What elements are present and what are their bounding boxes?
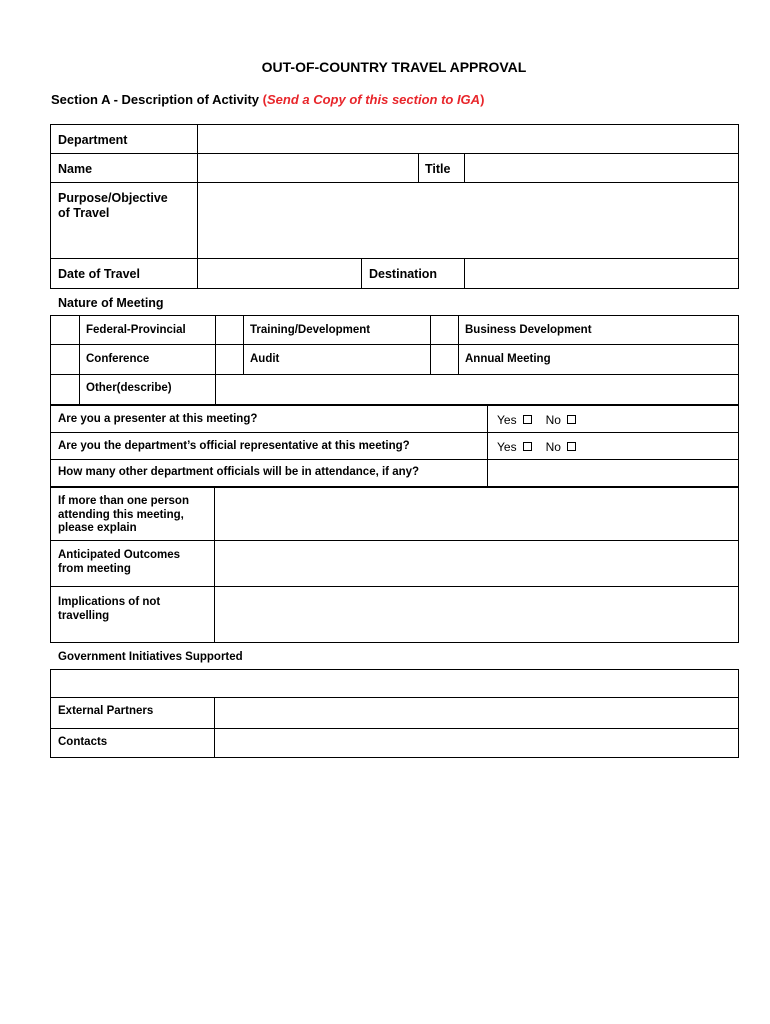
section-a-note-text: Send a Copy of this section to IGA [266, 92, 481, 107]
presenter-no-checkbox[interactable] [567, 415, 576, 424]
divider [50, 459, 739, 460]
option-conference: Conference [86, 353, 150, 365]
nature-heading: Nature of Meeting [58, 296, 164, 310]
divider [215, 315, 216, 405]
more-than-one-line3: please explain [58, 522, 137, 534]
checkbox-other[interactable] [51, 376, 78, 404]
department-label: Department [58, 133, 128, 147]
divider [464, 258, 465, 289]
presenter-yes-no [497, 413, 586, 427]
date-of-travel-label: Date of Travel [58, 267, 140, 281]
section-a-label: Section A - Description of Activity [51, 92, 263, 107]
checkbox-conference[interactable] [51, 346, 78, 373]
note-close-paren: ) [480, 92, 485, 107]
divider [50, 540, 739, 541]
contacts-label: Contacts [58, 736, 108, 748]
purpose-label-line2: of Travel [58, 206, 110, 220]
checkbox-federal-provincial[interactable] [51, 317, 78, 343]
implications-label [58, 596, 160, 623]
more-than-one-line1: If more than one person [58, 495, 189, 507]
note-open-paren: ( [262, 92, 267, 107]
divider [50, 344, 739, 345]
option-business-development: Business Development [465, 324, 592, 336]
divider [50, 182, 739, 183]
divider [214, 697, 215, 758]
representative-no-checkbox[interactable] [567, 442, 576, 451]
outcomes-line2: from meeting [58, 562, 131, 575]
more-than-one-label [58, 495, 189, 536]
presenter-no-label: No [545, 413, 561, 427]
question-presenter: Are you a presenter at this meeting? [58, 413, 258, 425]
initiatives-heading: Government Initiatives Supported [58, 651, 243, 663]
date-of-travel-field[interactable] [199, 260, 360, 288]
divider [197, 124, 198, 289]
checkbox-annual-meeting[interactable] [432, 346, 457, 373]
divider [464, 153, 465, 183]
checkbox-business-development[interactable] [432, 317, 457, 343]
form-title: OUT-OF-COUNTRY TRAVEL APPROVAL [261, 59, 527, 75]
section-a-heading [51, 92, 484, 107]
question-representative: Are you the department’s official representative at this meeting? [58, 440, 410, 452]
divider [50, 432, 739, 433]
divider [361, 258, 362, 289]
divider [430, 315, 431, 375]
representative-yes-no [497, 440, 586, 454]
divider [50, 697, 739, 698]
destination-field[interactable] [466, 260, 738, 288]
representative-yes-label: Yes [497, 440, 517, 454]
divider [487, 405, 488, 487]
checkbox-training-development[interactable] [217, 317, 242, 343]
purpose-field[interactable] [199, 184, 738, 257]
divider [50, 374, 739, 375]
other-describe-field[interactable] [217, 376, 738, 404]
option-federal-provincial: Federal-Provincial [86, 324, 186, 336]
option-training-development: Training/Development [250, 324, 371, 336]
option-annual-meeting: Annual Meeting [465, 353, 551, 365]
divider [50, 728, 739, 729]
outcomes-field[interactable] [216, 542, 738, 585]
divider [50, 586, 739, 587]
divider [418, 153, 419, 183]
initiatives-field[interactable] [52, 671, 738, 696]
external-partners-field[interactable] [216, 699, 738, 727]
implications-line1: Implications of not [58, 596, 161, 608]
department-field[interactable] [199, 125, 738, 152]
question-officials: How many other department officials will be in attendance, if any? [58, 466, 420, 478]
outcomes-line1: Anticipated Outcomes [58, 549, 181, 561]
officials-count-field[interactable] [489, 461, 738, 486]
name-field[interactable] [199, 154, 417, 181]
divider [243, 315, 244, 375]
presenter-yes-label: Yes [497, 413, 517, 427]
section-a-note [263, 92, 485, 107]
implications-field[interactable] [216, 588, 738, 642]
divider [214, 487, 215, 643]
option-audit: Audit [250, 353, 280, 365]
more-than-one-line2: attending this meeting, [58, 508, 184, 521]
representative-yes-checkbox[interactable] [523, 442, 532, 451]
representative-no-label: No [545, 440, 561, 454]
purpose-label-line1: Purpose/Objective [58, 191, 168, 205]
title-label: Title [425, 162, 451, 176]
checkbox-audit[interactable] [217, 346, 242, 373]
destination-label: Destination [369, 267, 438, 281]
divider [79, 315, 80, 405]
name-label: Name [58, 162, 93, 176]
implications-line2: travelling [58, 609, 110, 622]
presenter-yes-checkbox[interactable] [523, 415, 532, 424]
option-other: Other(describe) [86, 382, 172, 394]
external-partners-label: External Partners [58, 705, 154, 717]
title-field[interactable] [466, 154, 738, 181]
divider [50, 258, 739, 259]
purpose-label [58, 191, 168, 221]
divider [458, 315, 459, 375]
outcomes-label [58, 549, 180, 576]
contacts-field[interactable] [216, 730, 738, 757]
more-than-one-field[interactable] [216, 489, 738, 539]
